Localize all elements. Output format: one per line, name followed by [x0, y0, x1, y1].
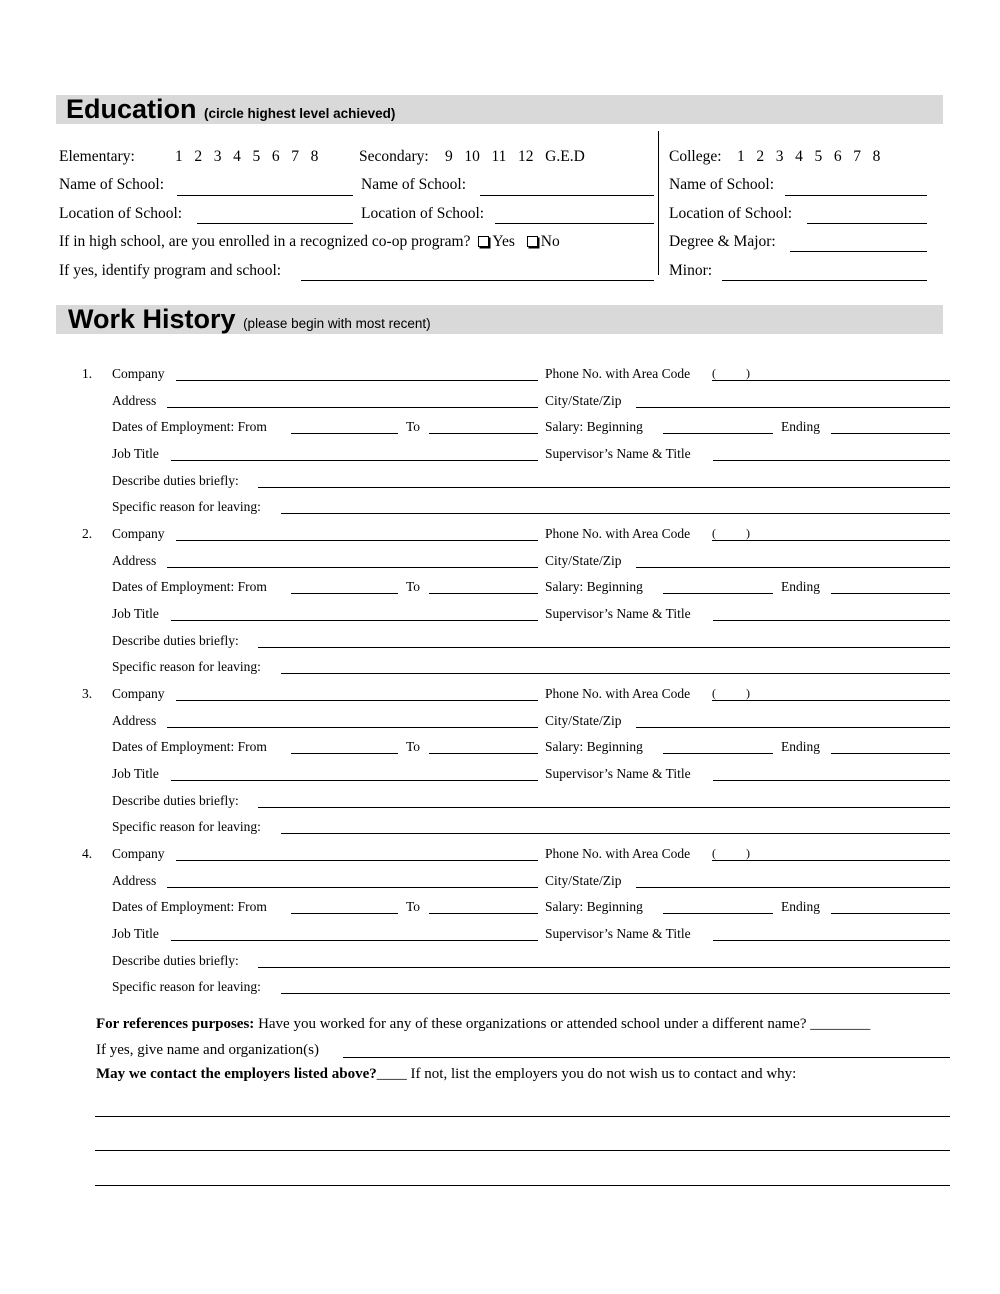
job-title-label: Job Title [112, 926, 159, 941]
secondary-school-name-field[interactable] [480, 195, 654, 196]
salary-ending-field[interactable] [831, 753, 950, 754]
minor-label: Minor: [669, 262, 713, 279]
reason-label: Specific reason for leaving: [112, 499, 261, 514]
elementary-label: Elementary: [59, 148, 135, 165]
do-not-contact-line-3[interactable] [95, 1185, 950, 1186]
job-title-label: Job Title [112, 446, 159, 461]
dates-from-label: Dates of Employment: From [112, 899, 267, 914]
reason-field[interactable] [281, 993, 950, 994]
dates-to-field[interactable] [429, 593, 538, 594]
job-title-label: Job Title [112, 606, 159, 621]
reason-field[interactable] [281, 673, 950, 674]
company-label: Company [112, 526, 165, 541]
city-state-zip-label: City/State/Zip [545, 553, 622, 568]
entry-number: 2. [82, 526, 93, 541]
college-school-name-label: Name of School: [669, 176, 775, 193]
minor-field[interactable] [722, 280, 927, 281]
coop-yes-label: Yes [492, 233, 515, 250]
dates-from-field[interactable] [291, 753, 398, 754]
salary-ending-label: Ending [781, 419, 820, 434]
city-state-zip-label: City/State/Zip [545, 393, 622, 408]
references-give-name-field[interactable] [343, 1057, 950, 1058]
address-field[interactable] [167, 887, 538, 888]
dates-to-label: To [406, 739, 421, 754]
dates-from-field[interactable] [291, 433, 398, 434]
phone-label: Phone No. with Area Code [545, 686, 691, 701]
duties-field[interactable] [258, 487, 950, 488]
references-question [96, 1016, 870, 1033]
reason-label: Specific reason for leaving: [112, 819, 261, 834]
supervisor-field[interactable] [713, 780, 950, 781]
job-title-field[interactable] [171, 780, 538, 781]
city-state-zip-field[interactable] [636, 887, 950, 888]
area-code-parens: ( ) [712, 526, 750, 540]
secondary-school-name-label: Name of School: [361, 176, 467, 193]
phone-label: Phone No. with Area Code [545, 366, 691, 381]
address-label: Address [112, 873, 157, 888]
work-history-title: Work History (please begin with most recent) [68, 304, 431, 334]
elementary-school-name-field[interactable] [177, 195, 353, 196]
area-code-parens: ( ) [712, 366, 750, 380]
salary-ending-field[interactable] [831, 433, 950, 434]
reason-label: Specific reason for leaving: [112, 979, 261, 994]
salary-ending-label: Ending [781, 579, 820, 594]
address-label: Address [112, 713, 157, 728]
supervisor-field[interactable] [713, 460, 950, 461]
duties-field[interactable] [258, 807, 950, 808]
phone-field[interactable] [712, 860, 950, 861]
secondary-school-location-field[interactable] [495, 223, 654, 224]
duties-label: Describe duties briefly: [112, 633, 239, 648]
elementary-levels[interactable]: 1 2 3 4 5 6 7 8 [175, 148, 319, 165]
company-field[interactable] [176, 860, 538, 861]
identify-program-field[interactable] [301, 280, 654, 281]
supervisor-field[interactable] [713, 620, 950, 621]
coop-yes-checkbox[interactable] [478, 236, 489, 247]
duties-label: Describe duties briefly: [112, 793, 239, 808]
coop-no-checkbox[interactable] [527, 236, 538, 247]
job-title-field[interactable] [171, 460, 538, 461]
area-code-parens: ( ) [712, 846, 750, 860]
city-state-zip-field[interactable] [636, 567, 950, 568]
salary-beginning-label: Salary: Beginning [545, 579, 643, 594]
elementary-school-name-label: Name of School: [59, 176, 165, 193]
contact-employers-lead: May we contact the employers listed above? [96, 1066, 377, 1082]
elementary-school-location-field[interactable] [197, 223, 353, 224]
city-state-zip-label: City/State/Zip [545, 873, 622, 888]
phone-label: Phone No. with Area Code [545, 846, 691, 861]
dates-to-label: To [406, 419, 421, 434]
company-label: Company [112, 686, 165, 701]
company-field[interactable] [176, 380, 538, 381]
company-label: Company [112, 366, 165, 381]
salary-beginning-field[interactable] [663, 593, 773, 594]
company-label: Company [112, 846, 165, 861]
dates-to-field[interactable] [429, 913, 538, 914]
entry-number: 3. [82, 686, 93, 701]
supervisor-label: Supervisor’s Name & Title [545, 926, 691, 941]
salary-beginning-label: Salary: Beginning [545, 739, 643, 754]
college-school-name-field[interactable] [785, 195, 927, 196]
duties-field[interactable] [258, 647, 950, 648]
elementary-school-location-label: Location of School: [59, 205, 183, 222]
dates-to-field[interactable] [429, 753, 538, 754]
city-state-zip-field[interactable] [636, 407, 950, 408]
reason-field[interactable] [281, 833, 950, 834]
dates-to-label: To [406, 899, 421, 914]
job-title-field[interactable] [171, 620, 538, 621]
secondary-label: Secondary: [359, 148, 429, 165]
coop-question: If in high school, are you enrolled in a recognized co-op program? Yes No [59, 233, 560, 250]
duties-label: Describe duties briefly: [112, 953, 239, 968]
address-label: Address [112, 553, 157, 568]
job-title-label: Job Title [112, 766, 159, 781]
dates-from-field[interactable] [291, 913, 398, 914]
address-field[interactable] [167, 407, 538, 408]
reason-label: Specific reason for leaving: [112, 659, 261, 674]
contact-employers-text: ____ If not, list the employers you do not wish us to contact and why: [376, 1066, 797, 1082]
salary-beginning-label: Salary: Beginning [545, 419, 643, 434]
reason-field[interactable] [281, 513, 950, 514]
salary-beginning-field[interactable] [663, 433, 773, 434]
secondary-school-location-label: Location of School: [361, 205, 485, 222]
supervisor-label: Supervisor’s Name & Title [545, 446, 691, 461]
education-column-divider [658, 131, 659, 275]
college-label: College: [669, 148, 722, 165]
salary-ending-field[interactable] [831, 913, 950, 914]
education-subtitle: (circle highest level achieved) [204, 106, 396, 121]
coop-no-label: No [540, 233, 560, 250]
salary-ending-field[interactable] [831, 593, 950, 594]
do-not-contact-line-2[interactable] [95, 1150, 950, 1151]
salary-ending-label: Ending [781, 739, 820, 754]
phone-field[interactable] [712, 540, 950, 541]
phone-field[interactable] [712, 700, 950, 701]
phone-label: Phone No. with Area Code [545, 526, 691, 541]
salary-beginning-field[interactable] [663, 913, 773, 914]
duties-field[interactable] [258, 967, 950, 968]
salary-ending-label: Ending [781, 899, 820, 914]
city-state-zip-field[interactable] [636, 727, 950, 728]
entry-number: 4. [82, 846, 93, 861]
college-levels[interactable]: 1 2 3 4 5 6 7 8 [737, 148, 881, 165]
references-question-text: Have you worked for any of these organizations or attended school under a different name? ________ [258, 1016, 871, 1032]
dates-from-label: Dates of Employment: From [112, 419, 267, 434]
dates-to-field[interactable] [429, 433, 538, 434]
address-field[interactable] [167, 727, 538, 728]
contact-employers-question [96, 1066, 796, 1083]
address-field[interactable] [167, 567, 538, 568]
job-title-field[interactable] [171, 940, 538, 941]
dates-to-label: To [406, 579, 421, 594]
degree-major-label: Degree & Major: [669, 233, 776, 250]
supervisor-label: Supervisor’s Name & Title [545, 766, 691, 781]
dates-from-label: Dates of Employment: From [112, 579, 267, 594]
degree-major-field[interactable] [790, 251, 927, 252]
references-give-name-label: If yes, give name and organization(s) [96, 1042, 319, 1058]
area-code-parens: ( ) [712, 686, 750, 700]
entry-number: 1. [82, 366, 93, 381]
duties-label: Describe duties briefly: [112, 473, 239, 488]
secondary-levels[interactable]: 9 10 11 12 G.E.D [445, 148, 585, 165]
address-label: Address [112, 393, 157, 408]
college-school-location-label: Location of School: [669, 205, 793, 222]
education-title: Education (circle highest level achieved) [66, 94, 396, 124]
dates-from-label: Dates of Employment: From [112, 739, 267, 754]
dates-from-field[interactable] [291, 593, 398, 594]
college-school-location-field[interactable] [807, 223, 927, 224]
company-field[interactable] [176, 540, 538, 541]
do-not-contact-line-1[interactable] [95, 1116, 950, 1117]
salary-beginning-field[interactable] [663, 753, 773, 754]
city-state-zip-label: City/State/Zip [545, 713, 622, 728]
identify-program-label: If yes, identify program and school: [59, 262, 282, 279]
references-lead: For references purposes: [96, 1016, 255, 1032]
salary-beginning-label: Salary: Beginning [545, 899, 643, 914]
phone-field[interactable] [712, 380, 950, 381]
work-history-subtitle: (please begin with most recent) [243, 316, 431, 331]
supervisor-field[interactable] [713, 940, 950, 941]
company-field[interactable] [176, 700, 538, 701]
supervisor-label: Supervisor’s Name & Title [545, 606, 691, 621]
